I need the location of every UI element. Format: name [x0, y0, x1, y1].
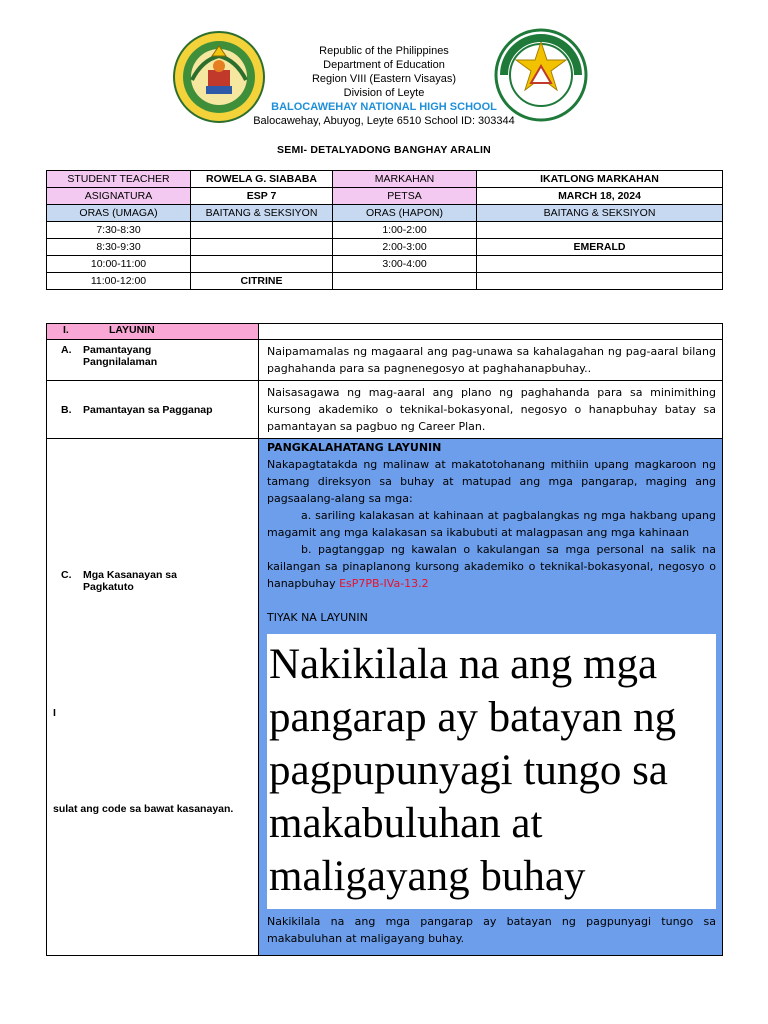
school-address: Balocawehay, Abuyog, Leyte 6510 School ID: 303344 [253, 115, 515, 127]
table-row [47, 239, 723, 256]
table-cell: 2:00-3:00 [333, 239, 477, 256]
table-row [47, 222, 723, 239]
republic-line: Republic of the Philippines [319, 45, 449, 57]
division-line: Division of Leyte [343, 87, 425, 99]
table-cell: 1:00-2:00 [333, 222, 477, 239]
column-header: BAITANG & SEKSIYON [477, 205, 723, 222]
general-item-a: a. sariling kalakasan at kahinaan at pagbalangkas ng mga hakbang upang magamit ang mga kalakasan sa ikabubuti at malagpasan ang mga kahinaan [267, 509, 716, 539]
subject-value: ESP 7 [191, 188, 333, 205]
note-fragment: I [53, 707, 56, 719]
table-cell: 8:30-9:30 [47, 239, 191, 256]
table-cell: EMERALD [477, 239, 723, 256]
subject-label: ASIGNATURA [47, 188, 191, 205]
column-header: ORAS (UMAGA) [47, 205, 191, 222]
code-instruction: sulat ang code sa bawat kasanayan. [53, 803, 234, 815]
school-name: BALOCAWEHAY NATIONAL HIGH SCHOOL [271, 101, 497, 113]
table-cell [477, 273, 723, 290]
table-cell: 10:00-11:00 [47, 256, 191, 273]
general-objective-heading: PANGKALAHATANG LAYUNIN [267, 441, 442, 454]
region-line: Region VIII (Eastern Visayas) [311, 73, 457, 85]
table-cell: 11:00-12:00 [47, 273, 191, 290]
teacher-label: STUDENT TEACHER [47, 171, 191, 188]
item-label: Pamantayan sa Pagganap [83, 403, 213, 416]
quarter-label: MARKAHAN [333, 171, 477, 188]
document-title: SEMI- DETALYADONG BANGHAY ARALIN [277, 144, 491, 156]
table-cell: CITRINE [191, 273, 333, 290]
table-cell [477, 256, 723, 273]
content-standard-label [47, 340, 259, 381]
objectives-header [47, 324, 259, 340]
specific-objective-text: Nakikilala na ang mga pangarap ay batayan ng pagpunyagi tungo sa makabuluhan at maligayang buhay. [267, 915, 716, 945]
date-value: MARCH 18, 2024 [477, 188, 723, 205]
table-cell [333, 273, 477, 290]
general-objective-text: Nakapagtatakda ng malinaw at makatotohanang mithiin upang magkaroon ng tamang direksyon sa buhay at matupad ang mga pangarap, maging ang pagsaalang-alang sa mga: [267, 458, 716, 505]
schedule-table [46, 170, 723, 290]
table-cell [477, 222, 723, 239]
table-row [47, 205, 723, 222]
table-cell [191, 222, 333, 239]
table-row [47, 324, 723, 340]
table-row [47, 381, 723, 439]
table-cell [259, 324, 723, 340]
competencies-label [47, 439, 259, 956]
section-title: LAYUNIN [109, 324, 155, 336]
table-cell: 7:30-8:30 [47, 222, 191, 239]
competency-code: EsP7PB-IVa-13.2 [339, 577, 429, 590]
item-letter: C. [61, 569, 72, 581]
table-row [47, 273, 723, 290]
content-standard-text: Naipamamalas ng magaaral ang pag-unawa sa kahalagahan ng pag-aaral bilang paghahanda para sa pagnenegosyo at paghahanapbuhay.. [259, 340, 723, 381]
item-label: Pamantayang Pangnilalaman [83, 344, 158, 368]
item-label: Mga Kasanayan sa Pagkatuto [83, 569, 177, 593]
table-cell: 3:00-4:00 [333, 256, 477, 273]
item-letter: B. [61, 403, 72, 416]
lesson-plan-table [46, 323, 723, 956]
table-row [47, 256, 723, 273]
performance-standard-text: Naisasagawa ng mag-aaral ang plano ng paghahanda para sa minimithing kursong akademiko o teknikal-bokasyonal, negosyo o hanapbuhay batay sa pamantayan sa pagbuo ng Career Plan. [259, 381, 723, 439]
table-row [47, 188, 723, 205]
table-cell [191, 239, 333, 256]
performance-standard-label [47, 381, 259, 439]
quarter-value: IKATLONG MARKAHAN [477, 171, 723, 188]
column-header: ORAS (HAPON) [333, 205, 477, 222]
item-letter: A. [61, 344, 72, 356]
date-label: PETSA [333, 188, 477, 205]
specific-objective-large: Nakikilala na ang mga pangarap ay batayan ng pagpupunyagi tungo sa makabuluhan at maligayang buhay [267, 634, 716, 909]
department-line: Department of Education [323, 59, 445, 71]
section-number: I. [63, 324, 69, 336]
table-cell [191, 256, 333, 273]
table-row [47, 171, 723, 188]
teacher-name: ROWELA G. SIABABA [191, 171, 333, 188]
general-item-b-text: b. pagtanggap ng kawalan o kakulangan sa mga personal na salik na kailangan sa pinaplanong kursong akademiko o teknikal-bokasyonal, negosyo o hanapbuhay [267, 543, 716, 590]
competencies-content [259, 439, 723, 956]
table-row [47, 340, 723, 381]
general-item-b [267, 541, 716, 592]
specific-objective-heading: TIYAK NA LAYUNIN [267, 611, 368, 624]
division-seal [494, 28, 588, 122]
column-header: BAITANG & SEKSIYON [191, 205, 333, 222]
table-row [47, 439, 723, 956]
